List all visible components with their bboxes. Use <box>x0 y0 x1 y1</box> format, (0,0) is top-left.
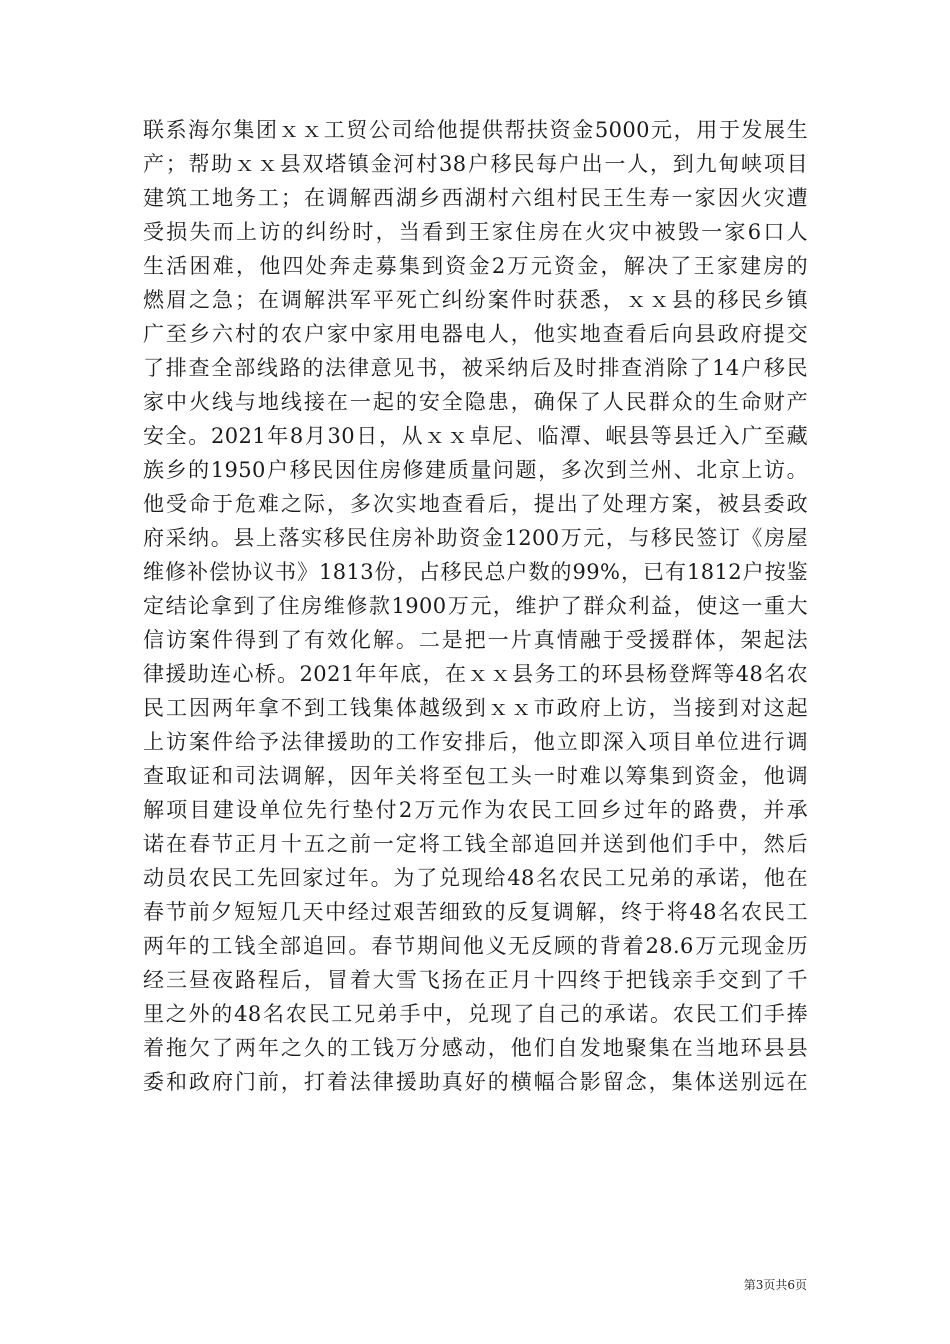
body-paragraph <box>143 113 808 1099</box>
text-line: 信访案件得到了有效化解。二是把一片真情融于受援群体，架起法 <box>143 628 808 652</box>
text-line: 生活困难，他四处奔走募集到资金2万元资金，解决了王家建房的 <box>143 254 808 278</box>
text-line: 定结论拿到了住房维修款1900万元，维护了群众利益，使这一重大 <box>143 594 808 618</box>
text-line: 动员农民工先回家过年。为了兑现给48名农民工兄弟的承诺，他在 <box>143 866 808 890</box>
page-number: 第3页共6页 <box>743 1278 807 1292</box>
text-line: 查取证和司法调解，因年关将至包工头一时难以筹集到资金，他调 <box>143 764 808 788</box>
text-line: 他受命于危难之际，多次实地查看后，提出了处理方案，被县委政 <box>143 492 808 516</box>
text-line: 经三昼夜路程后，冒着大雪飞扬在正月十四终于把钱亲手交到了千 <box>143 968 808 992</box>
text-line: 受损失而上访的纠纷时，当看到王家住房在火灾中被毁一家6口人 <box>143 220 808 244</box>
text-line: 上访案件给予法律援助的工作安排后，他立即深入项目单位进行调 <box>143 730 808 754</box>
text-line: 维修补偿协议书》1813份，占移民总户数的99%，已有1812户按鉴 <box>143 560 808 584</box>
text-line: 里之外的48名农民工兄弟手中，兑现了自己的承诺。农民工们手捧 <box>143 1002 808 1026</box>
text-line: 家中火线与地线接在一起的安全隐患，确保了人民群众的生命财产 <box>143 390 808 414</box>
text-line: 族乡的1950户移民因住房修建质量问题，多次到兰州、北京上访。 <box>143 458 808 482</box>
text-line: 律援助连心桥。2021年年底，在ｘｘ县务工的环县杨登辉等48名农 <box>143 662 808 686</box>
text-line: 广至乡六村的农户家中家用电器电人，他实地查看后向县政府提交 <box>143 322 808 346</box>
text-line: 建筑工地务工；在调解西湖乡西湖村六组村民王生寿一家因火灾遭 <box>143 186 808 210</box>
text-line: 燃眉之急；在调解洪军平死亡纠纷案件时获悉，ｘｘ县的移民乡镇 <box>143 288 808 312</box>
text-line: 民工因两年拿不到工钱集体越级到ｘｘ市政府上访，当接到对这起 <box>143 696 808 720</box>
text-line: 春节前夕短短几天中经过艰苦细致的反复调解，终于将48名农民工 <box>143 900 808 924</box>
text-line: 诺在春节正月十五之前一定将工钱全部追回并送到他们手中，然后 <box>143 832 808 856</box>
text-line: 安全。2021年8月30日，从ｘｘ卓尼、临潭、岷县等县迁入广至藏 <box>143 424 808 448</box>
text-line: 府采纳。县上落实移民住房补助资金1200万元，与移民签订《房屋 <box>143 526 808 550</box>
text-line: 解项目建设单位先行垫付2万元作为农民工回乡过年的路费，并承 <box>143 798 808 822</box>
text-line: 两年的工钱全部追回。春节期间他义无反顾的背着28.6万元现金历 <box>143 934 808 958</box>
text-line: 联系海尔集团ｘｘ工贸公司给他提供帮扶资金5000元，用于发展生 <box>143 118 808 142</box>
text-line: 委和政府门前，打着法律援助真好的横幅合影留念，集体送别远在 <box>143 1070 808 1094</box>
text-line: 产；帮助ｘｘ县双塔镇金河村38户移民每户出一人，到九甸峡项目 <box>143 152 808 176</box>
text-line: 了排查全部线路的法律意见书，被采纳后及时排查消除了14户移民 <box>143 356 808 380</box>
text-line: 着拖欠了两年之久的工钱万分感动，他们自发地聚集在当地环县县 <box>143 1036 808 1060</box>
